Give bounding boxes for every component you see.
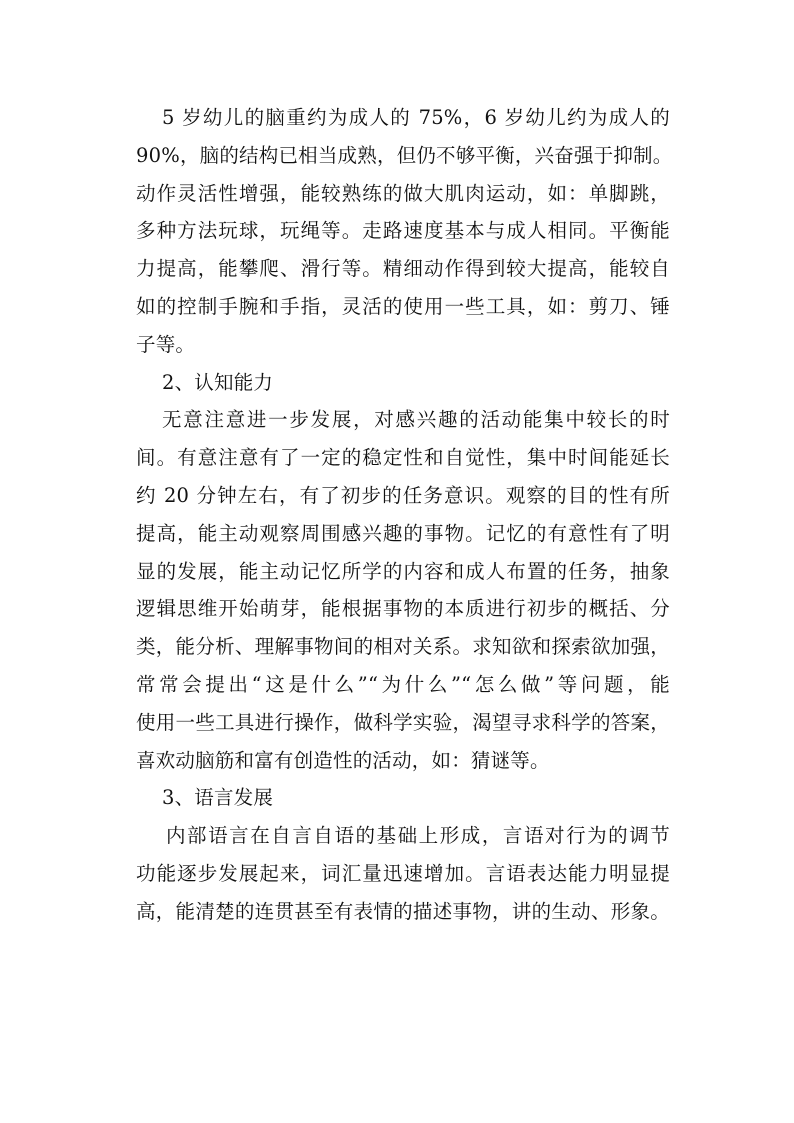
paragraph-2-line-10: 喜欢动脑筋和富有创造性的活动，如：猜谜等。 [136,748,550,772]
paragraph-1-line-2: 90%，脑的结构已相当成熟，但仍不够平衡，兴奋强于抑制。 [136,143,673,167]
paragraph-3-line-1: 内部语言在自言自语的基础上形成，言语对行为的调节 [166,824,670,848]
paragraph-2-line-2: 间。有意注意有了一定的稳定性和自觉性，集中时间能延长 [136,446,670,470]
paragraph-3-line-3: 高，能清楚的连贯甚至有表情的描述事物，讲的生动、形象。 [136,899,670,923]
paragraph-2-line-8: 常常会提出“这是什么”“为什么”“怎么做”等问题，能 [136,672,670,696]
paragraph-2-line-5: 显的发展，能主动记忆所学的内容和成人布置的任务，抽象 [136,559,670,583]
paragraph-1-line-4: 多种方法玩球，玩绳等。走路速度基本与成人相同。平衡能 [136,219,670,243]
section-heading-cognitive: 2、认知能力 [162,370,274,394]
paragraph-2-line-9: 使用一些工具进行操作，做科学实验，渴望寻求科学的答案， [136,710,670,734]
paragraph-1-line-3: 动作灵活性增强，能较熟练的做大肌肉运动，如：单脚跳， [136,181,670,205]
paragraph-2-line-3: 约 20 分钟左右，有了初步的任务意识。观察的目的性有所 [136,483,670,507]
paragraph-2-line-4: 提高，能主动观察周围感兴趣的事物。记忆的有意性有了明 [136,521,670,545]
paragraph-1-line-7: 子等。 [136,332,196,356]
section-heading-language: 3、语言发展 [162,786,274,810]
paragraph-2-line-6: 逻辑思维开始萌芽，能根据事物的本质进行初步的概括、分 [136,597,670,621]
paragraph-2-line-1: 无意注意进一步发展，对感兴趣的活动能集中较长的时 [162,408,670,432]
paragraph-2-line-7: 类，能分析、理解事物间的相对关系。求知欲和探索欲加强， [136,635,670,659]
document-body [136,99,673,931]
paragraph-1-line-6: 如的控制手腕和手指，灵活的使用一些工具，如：剪刀、锤 [136,294,670,318]
paragraph-1-line-1: 5 岁幼儿的脑重约为成人的 75%，6 岁幼儿约为成人的 [162,106,670,129]
paragraph-1-line-5: 力提高，能攀爬、滑行等。精细动作得到较大提高，能较自 [136,257,670,281]
paragraph-3-line-2: 功能逐步发展起来，词汇量迅速增加。言语表达能力明显提 [136,861,670,885]
